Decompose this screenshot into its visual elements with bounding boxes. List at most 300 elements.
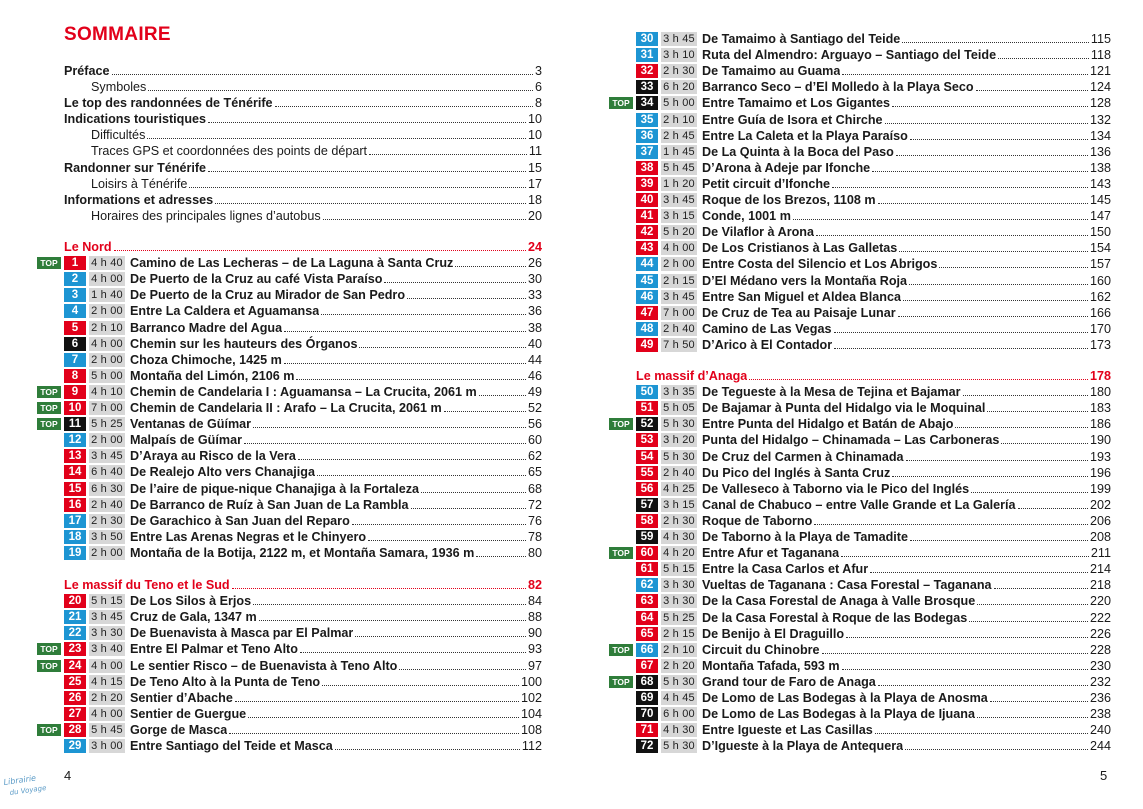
top-badge: TOP — [609, 97, 633, 109]
page-ref: 11 — [528, 144, 542, 158]
dot-leader — [479, 395, 526, 396]
hike-number: 13 — [64, 449, 86, 463]
hike-number: 66 — [636, 643, 658, 657]
dot-leader — [244, 443, 526, 444]
entry-label: De Valleseco à Taborno via le Pico del Inglés — [702, 482, 970, 496]
hike-number: 63 — [636, 594, 658, 608]
top-badge: TOP — [609, 644, 633, 656]
hike-row — [636, 610, 1111, 626]
hike-duration: 3 h 45 — [89, 449, 125, 463]
hike-duration: 4 h 30 — [661, 530, 697, 544]
hike-number: 42 — [636, 225, 658, 239]
hike-duration: 4 h 25 — [661, 482, 697, 496]
page-ref: 62 — [527, 449, 542, 463]
hike-number: 43 — [636, 241, 658, 255]
hike-number: 31 — [636, 48, 658, 62]
dot-leader — [232, 588, 526, 589]
entry-label: Le Nord — [64, 240, 112, 254]
dot-leader — [998, 58, 1089, 59]
page-ref: 108 — [520, 723, 542, 737]
top-badge: TOP — [37, 257, 61, 269]
hike-row — [636, 545, 1111, 561]
page-ref: 121 — [1089, 64, 1111, 78]
hike-duration: 3 h 45 — [661, 290, 697, 304]
page-ref: 76 — [527, 514, 542, 528]
hike-row — [636, 497, 1111, 513]
hike-number: 68 — [636, 675, 658, 689]
hike-row — [636, 706, 1111, 722]
entry-label: De Tegueste à la Mesa de Tejina et Bajamar — [702, 385, 961, 399]
page-ref: 40 — [527, 337, 542, 351]
hike-row — [636, 690, 1111, 706]
page-ref: 78 — [527, 530, 542, 544]
entry-label: Ventanas de Güímar — [130, 417, 252, 431]
page-number-right: 5 — [1100, 768, 1108, 783]
dot-leader — [476, 556, 526, 557]
hike-row — [636, 305, 1111, 321]
hike-row — [636, 658, 1111, 674]
top-badge: TOP — [609, 418, 633, 430]
hike-row — [636, 449, 1111, 465]
page-ref: 20 — [527, 209, 542, 223]
page-ref: 8 — [534, 96, 542, 110]
page-ref: 240 — [1089, 723, 1111, 737]
toc-entry — [64, 176, 542, 192]
dot-leader — [208, 171, 526, 172]
hike-number: 5 — [64, 321, 86, 335]
hike-row — [64, 271, 542, 287]
hike-duration: 1 h 40 — [89, 288, 125, 302]
entry-label: Ruta del Almendro: Arguayo – Santiago del Teide — [702, 48, 997, 62]
page-ref: 90 — [527, 626, 542, 640]
hike-duration: 5 h 00 — [89, 369, 125, 383]
page-ref: 10 — [527, 128, 542, 142]
hike-row — [64, 529, 542, 545]
left-column — [40, 0, 542, 804]
page-ref: 128 — [1089, 96, 1111, 110]
hike-number: 47 — [636, 306, 658, 320]
hike-row — [64, 384, 542, 400]
hike-duration: 2 h 30 — [661, 64, 697, 78]
entry-label: Cruz de Gala, 1347 m — [130, 610, 257, 624]
hike-row — [636, 160, 1111, 176]
dot-leader — [870, 572, 1088, 573]
page-ref: 97 — [527, 659, 542, 673]
page-ref: 6 — [534, 80, 542, 94]
entry-label: Randonner sur Ténérife — [64, 161, 207, 175]
page-ref: 33 — [527, 288, 542, 302]
hike-number: 53 — [636, 433, 658, 447]
dot-leader — [834, 348, 1088, 349]
entry-label: De Benijo à El Draguillo — [702, 627, 845, 641]
entry-label: De La Quinta à la Boca del Paso — [702, 145, 894, 159]
hike-duration: 3 h 00 — [89, 739, 125, 753]
entry-label: Du Pico del Inglés à Santa Cruz — [702, 466, 891, 480]
hike-number: 33 — [636, 80, 658, 94]
dot-leader — [892, 476, 1088, 477]
hike-duration: 2 h 40 — [661, 322, 697, 336]
dot-leader — [112, 74, 533, 75]
hike-duration: 4 h 15 — [89, 675, 125, 689]
entry-label: De Tamaimo au Guama — [702, 64, 841, 78]
entry-label: Entre La Caldera et Aguamansa — [130, 304, 320, 318]
entry-label: De Tamaimo à Santiago del Teide — [702, 32, 901, 46]
hike-duration: 5 h 45 — [89, 723, 125, 737]
hike-number: 72 — [636, 739, 658, 753]
hike-duration: 4 h 40 — [89, 256, 125, 270]
page-ref: 68 — [527, 482, 542, 496]
entry-label: Le massif du Teno et le Sud — [64, 578, 230, 592]
entry-label: De Taborno à la Playa de Tamadite — [702, 530, 908, 544]
hike-number: 39 — [636, 177, 658, 191]
hike-number: 26 — [64, 691, 86, 705]
dot-leader — [885, 123, 1088, 124]
entry-label: Le massif d’Anaga — [636, 369, 748, 383]
hike-row — [636, 337, 1111, 353]
hike-number: 20 — [64, 594, 86, 608]
entry-label: De Barranco de Ruíz à San Juan de La Rambla — [130, 498, 409, 512]
page-ref: 154 — [1089, 241, 1111, 255]
hike-row — [636, 432, 1111, 448]
entry-label: De Realejo Alto vers Chanajiga — [130, 465, 316, 479]
page-ref: 218 — [1089, 578, 1111, 592]
entry-label: Entre San Miguel et Aldea Blanca — [702, 290, 901, 304]
hike-row — [64, 641, 542, 657]
page-ref: 93 — [527, 642, 542, 656]
entry-label: De Buenavista à Masca par El Palmar — [130, 626, 354, 640]
hike-number: 25 — [64, 675, 86, 689]
hike-row — [64, 432, 542, 448]
hike-duration: 5 h 15 — [661, 562, 697, 576]
hike-row — [636, 192, 1111, 208]
entry-label: D’Arona à Adeje par Ifonche — [702, 161, 871, 175]
dot-leader — [963, 395, 1088, 396]
hike-duration: 2 h 00 — [89, 353, 125, 367]
hike-number: 65 — [636, 627, 658, 641]
hike-number: 2 — [64, 272, 86, 286]
hike-number: 37 — [636, 145, 658, 159]
dot-leader — [421, 492, 526, 493]
page-ref: 115 — [1090, 32, 1111, 46]
dot-leader — [323, 219, 526, 220]
hike-row — [64, 593, 542, 609]
toc-entry — [64, 160, 542, 176]
hike-duration: 1 h 45 — [661, 145, 697, 159]
toc-entry — [64, 127, 542, 143]
dot-leader — [905, 749, 1088, 750]
hike-number: 40 — [636, 193, 658, 207]
dot-leader — [872, 171, 1088, 172]
hike-number: 4 — [64, 304, 86, 318]
hike-number: 8 — [64, 369, 86, 383]
entry-label: Choza Chimoche, 1425 m — [130, 353, 282, 367]
hike-duration: 3 h 20 — [661, 433, 697, 447]
dot-leader — [300, 652, 526, 653]
svg-text:Librairie: Librairie — [3, 773, 37, 787]
hike-duration: 3 h 35 — [661, 385, 697, 399]
dot-leader — [248, 717, 519, 718]
dot-leader — [832, 187, 1088, 188]
hike-number: 52 — [636, 417, 658, 431]
hike-duration: 4 h 45 — [661, 691, 697, 705]
hike-row — [64, 674, 542, 690]
toc-entry — [64, 111, 542, 127]
hike-number: 14 — [64, 465, 86, 479]
page-ref: 160 — [1089, 274, 1111, 288]
dot-leader — [359, 347, 526, 348]
hike-duration: 4 h 20 — [661, 546, 697, 560]
page-number-left: 4 — [64, 768, 72, 783]
hike-number: 58 — [636, 514, 658, 528]
page-ref: 36 — [527, 304, 542, 318]
page-ref: 170 — [1089, 322, 1111, 336]
hike-duration: 5 h 30 — [661, 417, 697, 431]
dot-leader — [352, 524, 526, 525]
page-ref: 220 — [1089, 594, 1111, 608]
entry-label: Informations et adresses — [64, 193, 214, 207]
dot-leader — [368, 540, 526, 541]
hike-number: 44 — [636, 257, 658, 271]
entry-label: Traces GPS et coordonnées des points de départ — [91, 144, 368, 158]
hike-number: 18 — [64, 530, 86, 544]
dot-leader — [208, 122, 526, 123]
entry-label: Gorge de Masca — [130, 723, 228, 737]
entry-label: Camino de Las Lecheras – de La Laguna à Santa Cruz — [130, 256, 454, 270]
hike-row — [636, 626, 1111, 642]
hike-duration: 2 h 20 — [661, 659, 697, 673]
dot-leader — [939, 267, 1088, 268]
top-badge: TOP — [37, 724, 61, 736]
entry-label: Entre Igueste et Las Casillas — [702, 723, 873, 737]
hike-row — [64, 481, 542, 497]
page-ref: 18 — [527, 193, 542, 207]
hike-number: 24 — [64, 659, 86, 673]
entry-label: Le top des randonnées de Ténérife — [64, 96, 273, 110]
page-ref: 178 — [1089, 369, 1111, 383]
entry-label: Circuit du Chinobre — [702, 643, 820, 657]
hike-number: 56 — [636, 482, 658, 496]
entry-label: Entre Punta del Hidalgo et Batán de Abajo — [702, 417, 954, 431]
page-ref: 102 — [520, 691, 542, 705]
hike-duration: 2 h 00 — [661, 257, 697, 271]
hike-row — [64, 545, 542, 561]
hike-row — [636, 31, 1111, 47]
entry-label: De Bajamar à Punta del Hidalgo via le Moquinal — [702, 401, 986, 415]
hike-duration: 3 h 50 — [89, 530, 125, 544]
entry-label: Sentier de Guergue — [130, 707, 247, 721]
section-heading — [636, 368, 1111, 384]
hike-duration: 6 h 40 — [89, 465, 125, 479]
dot-leader — [455, 266, 526, 267]
hike-duration: 5 h 05 — [661, 401, 697, 415]
svg-text:du Voyage: du Voyage — [9, 783, 47, 797]
page-ref: 166 — [1089, 306, 1111, 320]
hike-number: 49 — [636, 338, 658, 352]
entry-label: D’Araya au Risco de la Vera — [130, 449, 296, 463]
top-badge: TOP — [37, 386, 61, 398]
hike-duration: 6 h 30 — [89, 482, 125, 496]
toc-entry — [64, 63, 542, 79]
page-ref: 196 — [1089, 466, 1111, 480]
entry-label: Vueltas de Taganana : Casa Forestal – Taganana — [702, 578, 992, 592]
dot-leader — [906, 460, 1088, 461]
hike-duration: 5 h 30 — [661, 675, 697, 689]
dot-leader — [875, 733, 1088, 734]
page-ref: 222 — [1089, 611, 1111, 625]
hike-row — [636, 642, 1111, 658]
entry-label: Barranco Madre del Agua — [130, 321, 283, 335]
page-ref: 84 — [527, 594, 542, 608]
page-ref: 136 — [1089, 145, 1111, 159]
entry-label: De l’aire de pique-nique Chanajiga à la Fortaleza — [130, 482, 420, 496]
dot-leader — [148, 90, 533, 91]
page-ref: 10 — [527, 112, 542, 126]
page-ref: 228 — [1089, 643, 1111, 657]
page-ref: 17 — [527, 177, 542, 191]
hike-number: 60 — [636, 546, 658, 560]
hike-number: 21 — [64, 610, 86, 624]
hike-row — [636, 400, 1111, 416]
entry-label: De Lomo de Las Bodegas à la Playa de Anosma — [702, 691, 988, 705]
page-ref: 138 — [1089, 161, 1111, 175]
dot-leader — [994, 588, 1088, 589]
hike-duration: 2 h 20 — [89, 691, 125, 705]
page-ref: 232 — [1089, 675, 1111, 689]
hike-row — [636, 144, 1111, 160]
entry-label: De Los Silos à Erjos — [130, 594, 252, 608]
hike-number: 51 — [636, 401, 658, 415]
page-ref: 226 — [1089, 627, 1111, 641]
dot-leader — [971, 492, 1088, 493]
page-ref: 202 — [1089, 498, 1111, 512]
hike-number: 30 — [636, 32, 658, 46]
top-badge: TOP — [37, 643, 61, 655]
hike-row — [636, 273, 1111, 289]
entry-label: De Vilaflor à Arona — [702, 225, 814, 239]
hike-duration: 3 h 15 — [661, 209, 697, 223]
entry-label: Chemin de Candelaria I : Aguamansa – La Crucita, 2061 m — [130, 385, 477, 399]
page-title: SOMMAIRE — [64, 24, 171, 45]
entry-label: Roque de los Brezos, 1108 m — [702, 193, 876, 207]
entry-label: De Puerto de la Cruz au café Vista Paraíso — [130, 272, 383, 286]
page-ref: 56 — [527, 417, 542, 431]
hike-number: 50 — [636, 385, 658, 399]
dot-leader — [317, 475, 526, 476]
hike-row — [636, 722, 1111, 738]
hike-number: 35 — [636, 113, 658, 127]
entry-label: Chemin de Candelaria II : Arafo – La Crucita, 2061 m — [130, 401, 442, 415]
hike-row — [636, 112, 1111, 128]
hike-duration: 1 h 20 — [661, 177, 697, 191]
entry-label: Entre Guía de Isora et Chirche — [702, 113, 883, 127]
hike-number: 7 — [64, 353, 86, 367]
dot-leader — [369, 154, 527, 155]
page-ref: 183 — [1089, 401, 1111, 415]
entry-label: D’El Médano vers la Montaña Roja — [702, 274, 908, 288]
page-ref: 190 — [1089, 433, 1111, 447]
hike-row — [636, 384, 1111, 400]
hike-number: 22 — [64, 626, 86, 640]
dot-leader — [902, 42, 1089, 43]
hike-duration: 3 h 45 — [661, 32, 697, 46]
page-ref: 193 — [1089, 450, 1111, 464]
hike-duration: 2 h 15 — [661, 274, 697, 288]
hike-number: 70 — [636, 707, 658, 721]
entry-label: Montaña Tafada, 593 m — [702, 659, 840, 673]
dot-leader — [235, 701, 519, 702]
hike-number: 64 — [636, 611, 658, 625]
hike-duration: 5 h 45 — [661, 161, 697, 175]
hike-duration: 3 h 30 — [661, 594, 697, 608]
entry-label: Barranco Seco – d’El Molledo à la Playa Seco — [702, 80, 974, 94]
hike-duration: 5 h 30 — [661, 450, 697, 464]
entry-label: D’Arico à El Contador — [702, 338, 833, 352]
hike-duration: 7 h 50 — [661, 338, 697, 352]
hike-row — [636, 529, 1111, 545]
page-ref: 3 — [534, 64, 542, 78]
entry-label: Entre El Palmar et Teno Alto — [130, 642, 298, 656]
hike-duration: 5 h 25 — [89, 417, 125, 431]
dot-leader — [909, 284, 1088, 285]
hike-duration: 5 h 30 — [661, 739, 697, 753]
hike-row — [64, 255, 542, 271]
hike-row — [64, 609, 542, 625]
dot-leader — [878, 203, 1088, 204]
dot-leader — [147, 138, 526, 139]
hike-number: 9 — [64, 385, 86, 399]
page-ref: 206 — [1089, 514, 1111, 528]
dot-leader — [355, 636, 526, 637]
hike-number: 71 — [636, 723, 658, 737]
hike-row — [636, 465, 1111, 481]
hike-row — [64, 738, 542, 754]
dot-leader — [834, 332, 1088, 333]
dot-leader — [903, 300, 1088, 301]
top-badge: TOP — [37, 402, 61, 414]
hike-duration: 4 h 00 — [661, 241, 697, 255]
hike-row — [636, 208, 1111, 224]
hike-duration: 2 h 40 — [661, 466, 697, 480]
dot-leader — [411, 508, 526, 509]
page-ref: 88 — [527, 610, 542, 624]
entry-label: Entre Las Arenas Negras et le Chinyero — [130, 530, 367, 544]
page-ref: 30 — [527, 272, 542, 286]
dot-leader — [296, 379, 526, 380]
hike-row — [64, 722, 542, 738]
page-ref: 157 — [1089, 257, 1111, 271]
page-ref: 26 — [527, 256, 542, 270]
hike-number: 67 — [636, 659, 658, 673]
dot-leader — [977, 604, 1088, 605]
hike-row — [636, 321, 1111, 337]
dot-leader — [1001, 443, 1088, 444]
dot-leader — [444, 411, 526, 412]
hike-duration: 7 h 00 — [89, 401, 125, 415]
hike-duration: 2 h 10 — [661, 113, 697, 127]
page-ref: 24 — [527, 240, 542, 254]
page-ref: 244 — [1089, 739, 1111, 753]
entry-label: Indications touristiques — [64, 112, 207, 126]
hike-duration: 5 h 25 — [661, 611, 697, 625]
hike-duration: 4 h 30 — [661, 723, 697, 737]
hike-duration: 2 h 10 — [661, 643, 697, 657]
page-ref: 199 — [1089, 482, 1111, 496]
dot-leader — [407, 298, 526, 299]
dot-leader — [298, 459, 526, 460]
hike-duration: 2 h 30 — [661, 514, 697, 528]
hike-row — [64, 625, 542, 641]
hike-duration: 2 h 45 — [661, 129, 697, 143]
